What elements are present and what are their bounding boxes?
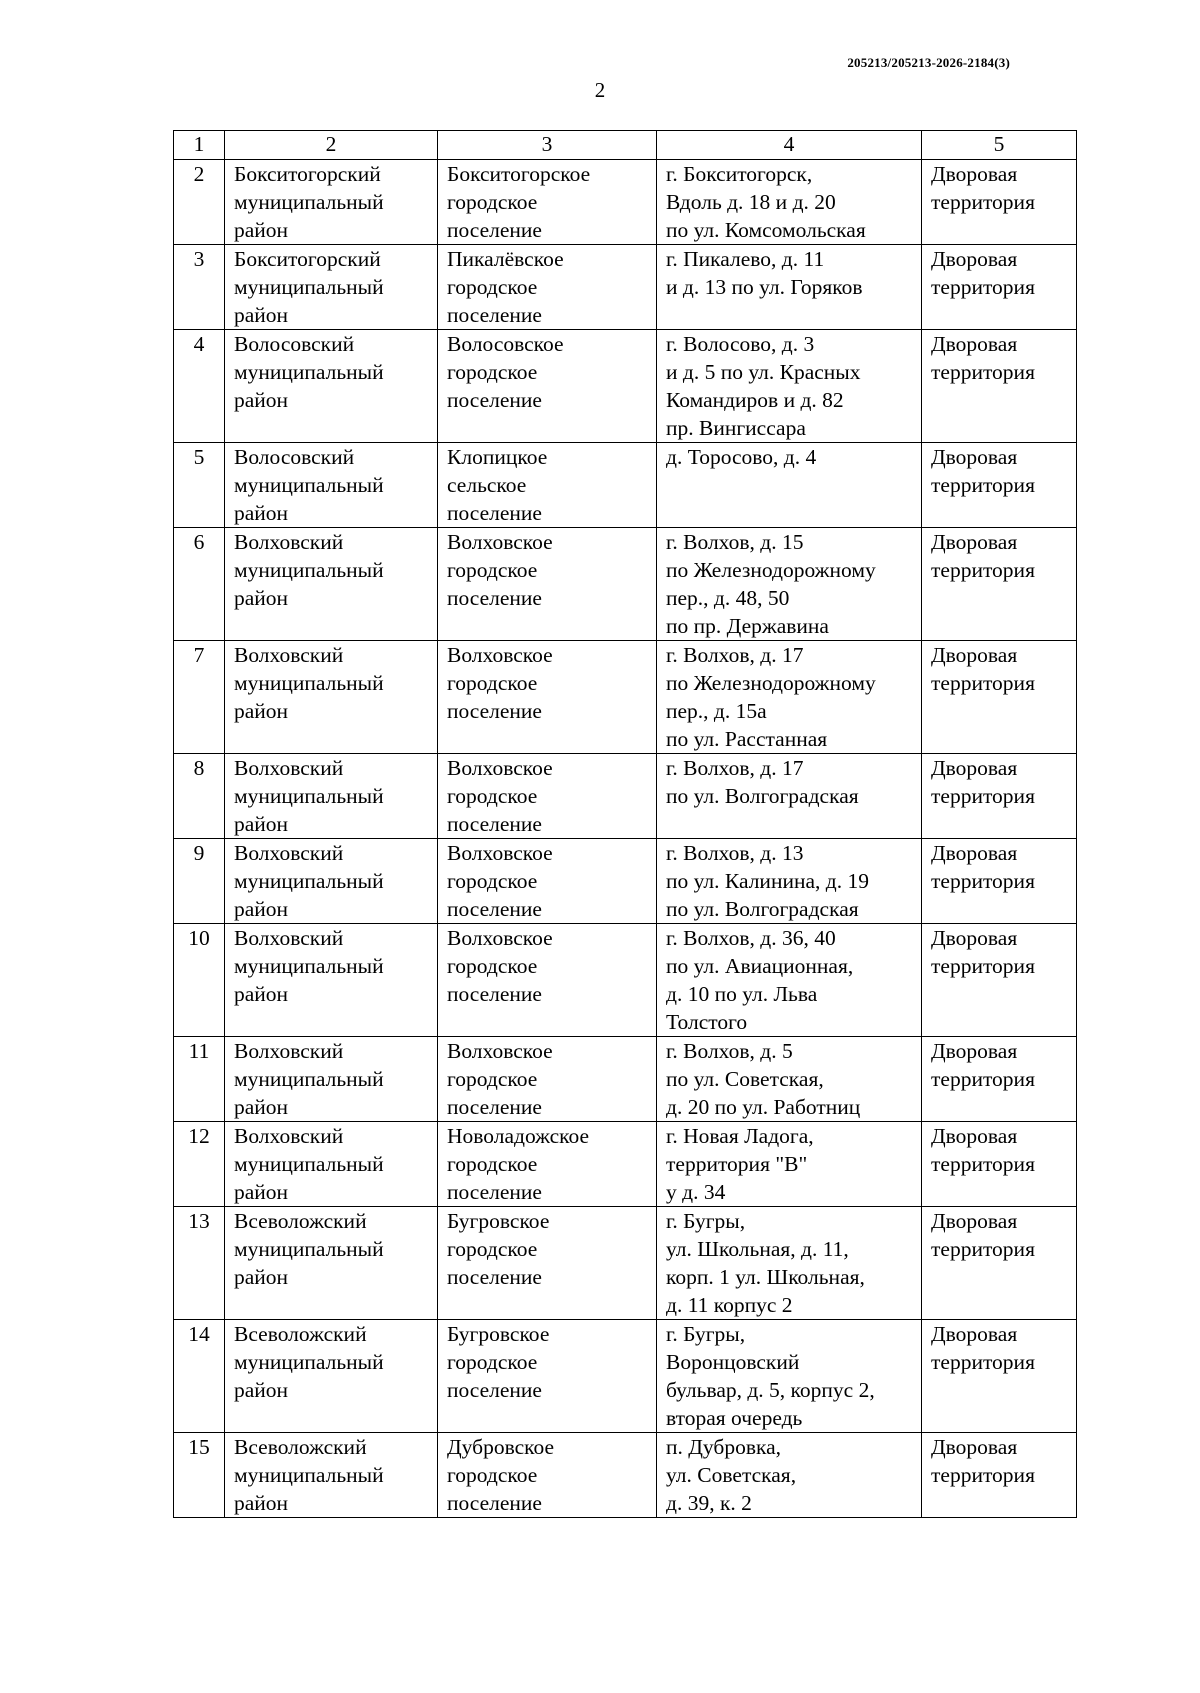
table-row [174,1122,1077,1207]
address: г. Бугры, Воронцовский бульвар, д. 5, корпус 2, вторая очередь [657,1320,922,1433]
table-row [174,1320,1077,1433]
address: г. Бугры, ул. Школьная, д. 11, корп. 1 ул. Школьная, д. 11 корпус 2 [657,1207,922,1320]
municipal-district: Волховский муниципальный район [225,528,438,641]
municipal-district: Волосовский муниципальный район [225,443,438,528]
municipal-district: Волховский муниципальный район [225,924,438,1037]
row-number: 8 [174,754,225,839]
row-number: 4 [174,330,225,443]
territory-type: Дворовая территория [922,839,1077,924]
address: г. Волосово, д. 3 и д. 5 по ул. Красных Командиров и д. 82 пр. Вингиссара [657,330,922,443]
territory-type: Дворовая территория [922,160,1077,245]
table-body [174,131,1077,1518]
territory-type: Дворовая территория [922,528,1077,641]
territory-type: Дворовая территория [922,1037,1077,1122]
address: г. Волхов, д. 17 по ул. Волгоградская [657,754,922,839]
row-number: 9 [174,839,225,924]
table-row [174,528,1077,641]
address: д. Торосово, д. 4 [657,443,922,528]
table-row [174,1037,1077,1122]
settlement: Волховское городское поселение [438,839,657,924]
municipal-district: Волховский муниципальный район [225,839,438,924]
row-number: 3 [174,245,225,330]
address: г. Новая Ладога, территория "В" у д. 34 [657,1122,922,1207]
territory-type: Дворовая территория [922,1433,1077,1518]
territory-table [173,130,1077,1518]
table-row [174,160,1077,245]
row-number: 10 [174,924,225,1037]
address: г. Бокситогорск, Вдоль д. 18 и д. 20 по ул. Комсомольская [657,160,922,245]
address: г. Волхов, д. 5 по ул. Советская, д. 20 по ул. Работниц [657,1037,922,1122]
settlement: Волховское городское поселение [438,1037,657,1122]
settlement: Клопицкое сельское поселение [438,443,657,528]
table-row [174,245,1077,330]
row-number: 6 [174,528,225,641]
table-row [174,1433,1077,1518]
column-number: 3 [438,131,657,160]
row-number: 14 [174,1320,225,1433]
municipal-district: Всеволожский муниципальный район [225,1433,438,1518]
settlement: Волосовское городское поселение [438,330,657,443]
settlement: Новоладожское городское поселение [438,1122,657,1207]
municipal-district: Волховский муниципальный район [225,641,438,754]
page-number: 2 [594,78,606,102]
table-row [174,330,1077,443]
column-number: 1 [174,131,225,160]
address: п. Дубровка, ул. Советская, д. 39, к. 2 [657,1433,922,1518]
settlement: Волховское городское поселение [438,528,657,641]
territory-type: Дворовая территория [922,754,1077,839]
settlement: Дубровское городское поселение [438,1433,657,1518]
territory-type: Дворовая территория [922,443,1077,528]
column-number: 4 [657,131,922,160]
table-row [174,754,1077,839]
address: г. Волхов, д. 13 по ул. Калинина, д. 19 по ул. Волгоградская [657,839,922,924]
column-number: 2 [225,131,438,160]
territory-type: Дворовая территория [922,330,1077,443]
settlement: Волховское городское поселение [438,754,657,839]
municipal-district: Бокситогорский муниципальный район [225,245,438,330]
row-number: 12 [174,1122,225,1207]
municipal-district: Волосовский муниципальный район [225,330,438,443]
address: г. Волхов, д. 15 по Железнодорожному пер., д. 48, 50 по пр. Державина [657,528,922,641]
municipal-district: Волховский муниципальный район [225,1122,438,1207]
territory-type: Дворовая территория [922,245,1077,330]
municipal-district: Всеволожский муниципальный район [225,1207,438,1320]
territory-type: Дворовая территория [922,1207,1077,1320]
territory-type: Дворовая территория [922,641,1077,754]
row-number: 2 [174,160,225,245]
settlement: Пикалёвское городское поселение [438,245,657,330]
municipal-district: Всеволожский муниципальный район [225,1320,438,1433]
settlement: Волховское городское поселение [438,924,657,1037]
municipal-district: Волховский муниципальный район [225,1037,438,1122]
column-number-row [174,131,1077,160]
municipal-district: Бокситогорский муниципальный район [225,160,438,245]
row-number: 5 [174,443,225,528]
table-row [174,924,1077,1037]
address: г. Пикалево, д. 11 и д. 13 по ул. Горяков [657,245,922,330]
settlement: Бугровское городское поселение [438,1320,657,1433]
territory-type: Дворовая территория [922,1320,1077,1433]
table-row [174,839,1077,924]
address: г. Волхов, д. 36, 40 по ул. Авиационная, д. 10 по ул. Льва Толстого [657,924,922,1037]
address: г. Волхов, д. 17 по Железнодорожному пер., д. 15а по ул. Расстанная [657,641,922,754]
row-number: 11 [174,1037,225,1122]
column-number: 5 [922,131,1077,160]
table-row [174,1207,1077,1320]
territory-type: Дворовая территория [922,1122,1077,1207]
settlement: Волховское городское поселение [438,641,657,754]
settlement: Бугровское городское поселение [438,1207,657,1320]
document-id: 205213/205213-2026-2184(3) [847,55,1010,70]
row-number: 7 [174,641,225,754]
table-row [174,641,1077,754]
territory-type: Дворовая территория [922,924,1077,1037]
row-number: 13 [174,1207,225,1320]
municipal-district: Волховский муниципальный район [225,754,438,839]
table-row [174,443,1077,528]
row-number: 15 [174,1433,225,1518]
settlement: Бокситогорское городское поселение [438,160,657,245]
